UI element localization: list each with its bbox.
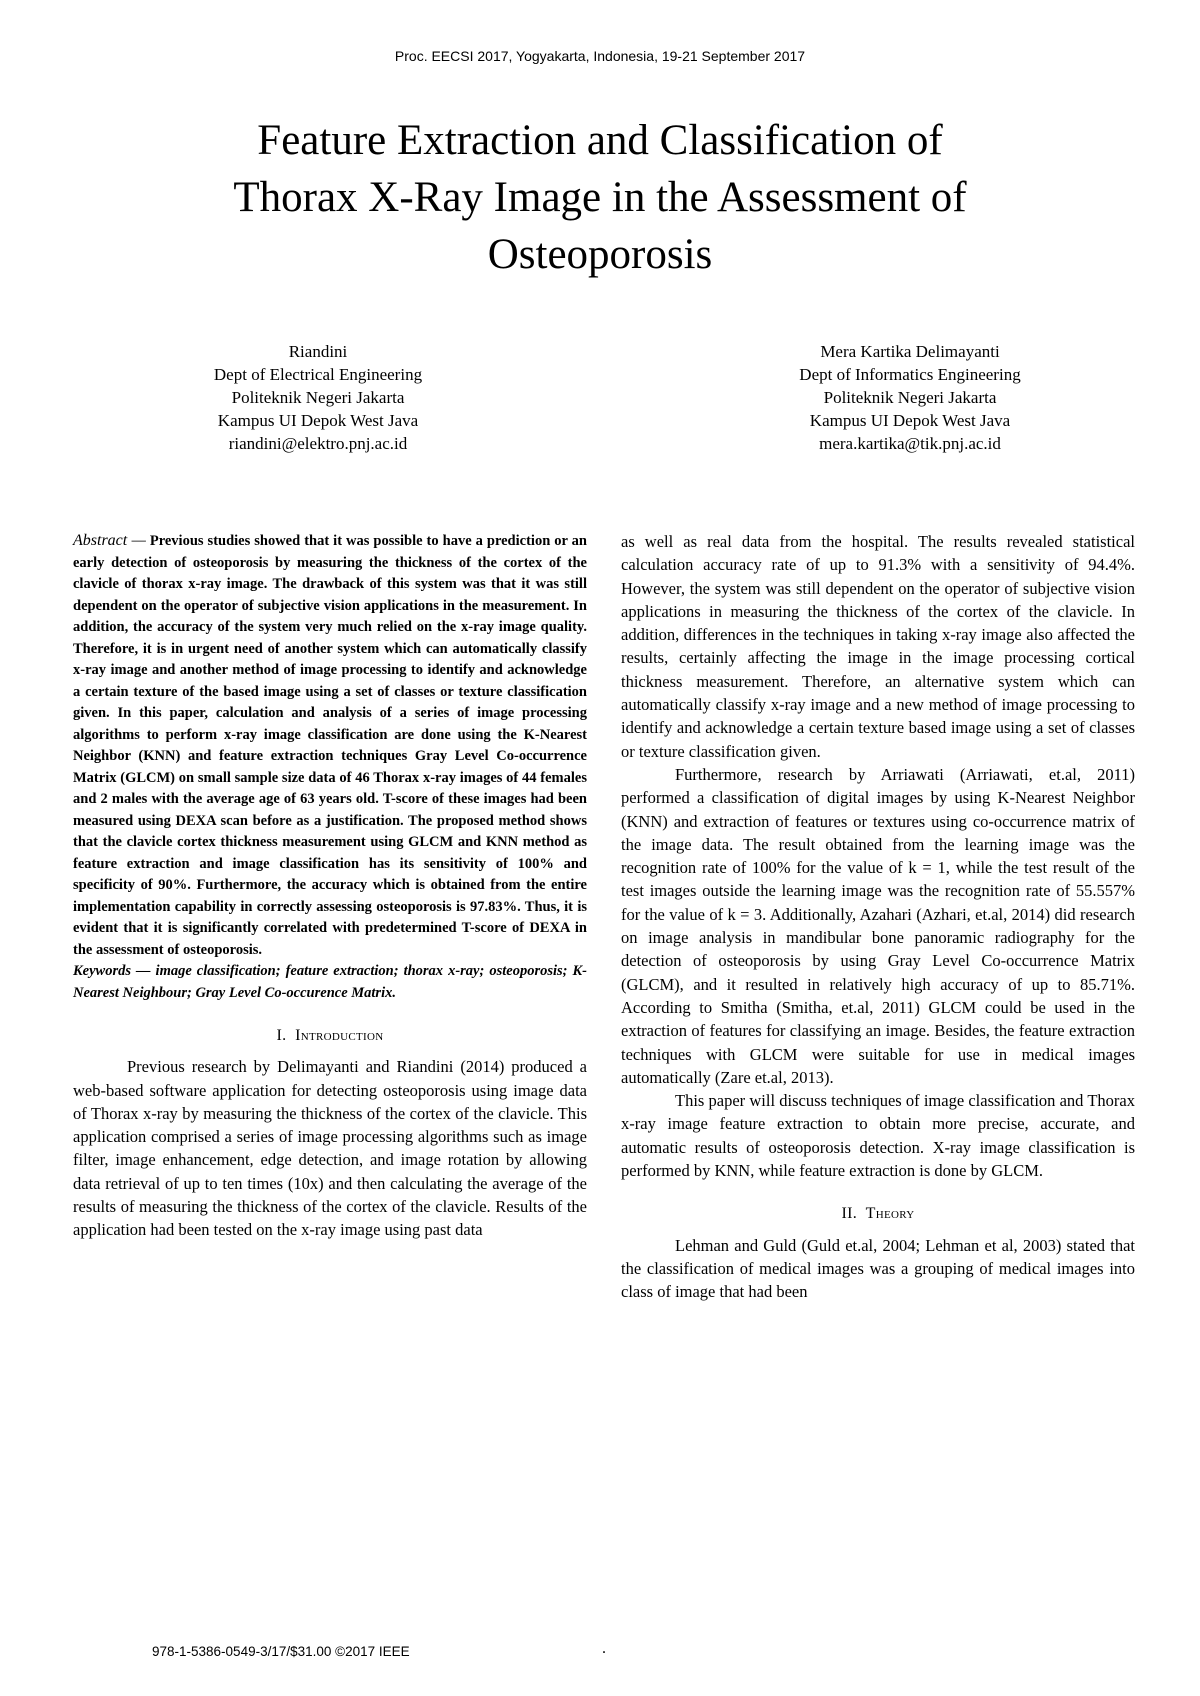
footer-mark: .	[602, 1640, 606, 1657]
section-number: I.	[276, 1027, 287, 1044]
title-line: Feature Extraction and Classification of	[257, 117, 943, 164]
paragraph: Previous research by Delimayanti and Riandini (2014) produced a web-based software application for detecting osteoporosis using image data of Thorax x-ray by measuring the thickness of the cortex of the clavicle. This application comprised a series of image processing algorithms such as image filter, image enhancement, edge detection, and image rotation by allowing data retrieval of up to ten times (10x) and then calculating the average of the results of measuring the thickness of the cortex of the clavicle. Results of the application had been tested on the x-ray image using past data	[73, 1057, 587, 1240]
author-dept: Dept of Informatics Engineering	[799, 365, 1021, 384]
keywords: Keywords — image classification; feature extraction; thorax x-ray; osteoporosis; K-Nearest Neighbour; Gray Level Co-occurence Matrix.	[73, 963, 587, 1001]
author-block-2	[700, 340, 1120, 455]
author-institution: Politeknik Negeri Jakarta	[823, 388, 997, 407]
title-line: Osteoporosis	[487, 231, 713, 278]
section-number: II.	[841, 1205, 858, 1223]
author-dept: Dept of Electrical Engineering	[213, 365, 423, 384]
section-heading-theory	[621, 1202, 1135, 1225]
author-address: Kampus UI Depok West Java	[217, 411, 419, 430]
abstract-text: Previous studies showed that it was possible to have a prediction or an early detection of osteoporosis by measuring the thickness of the cortex of the clavicle of thorax x-ray image. The drawback of this system was that it was still dependent on the operator of subjective vision applications in the measurement. In addition, the accuracy of the system very much relied on the x-ray image quality. Therefore, it is in urgent need of another system which can automatically classify x-ray image and another method of image processing to identify and acknowledge a certain texture of the based image using a set of classes or texture classification given. In this paper, calculation and analysis of a series of image processing algorithms to perform x-ray image classification are done using the K-Nearest Neighbor (KNN) and feature extraction techniques Gray Level Co-occurrence Matrix (GLCM) on small sample size data of 46 Thorax x-ray images of 44 females and 2 males with the average age of 63 years old. T-score of these images had been measured using DEXA scan before as a justification. The proposed method shows that the clavicle cortex thickness measurement using GLCM and KNN method as feature extraction and image classification has its sensitivity of 100% and specificity of 90%. Furthermore, the accuracy which is obtained from the entire implementation capability in correctly assessing osteoporosis is 97.83%. Thus, it is evident that it is significantly correlated with predetermined T-score of DEXA in the assessment of osteoporosis.	[73, 533, 587, 958]
author-name: Riandini	[288, 342, 348, 361]
section-heading-introduction	[73, 1024, 587, 1047]
title-line: Thorax X-Ray Image in the Assessment of	[233, 174, 967, 221]
author-address: Kampus UI Depok West Java	[809, 411, 1011, 430]
paragraph: This paper will discuss techniques of image classification and Thorax x-ray image feature extraction to obtain more precise, accurate, and automatic results of osteoporosis detection. X-ray image classification is performed by KNN, while feature extraction is done by GLCM.	[621, 1091, 1135, 1181]
paper-title	[150, 112, 1050, 283]
author-email[interactable]: mera.kartika@tik.pnj.ac.id	[819, 434, 1001, 453]
left-column	[73, 530, 587, 1242]
author-block-1	[108, 340, 528, 455]
section-title: Theory	[865, 1205, 915, 1223]
proceedings-header: Proc. EECSI 2017, Yogyakarta, Indonesia, 19-21 September 2017	[394, 48, 806, 64]
author-name: Mera Kartika Delimayanti	[820, 342, 1000, 361]
paragraph: as well as real data from the hospital. The results revealed statistical calculation accuracy rate of up to 91.3% with a sensitivity of 94.4%. However, the system was still dependent on the operator of subjective vision applications in measuring the thickness of the cortex of the clavicle. In addition, differences in the techniques in taking x-ray image also affected the results, certainly affecting the image in the image processing cortical thickness measurement. Therefore, an alternative system which can automatically classify x-ray image and a new method of image processing to identify and acknowledge a certain texture based image using a set of classes or texture classification given.	[621, 532, 1135, 761]
abstract	[73, 530, 587, 961]
author-institution: Politeknik Negeri Jakarta	[231, 388, 405, 407]
author-email[interactable]: riandini@elektro.pnj.ac.id	[228, 434, 408, 453]
section-title: Introduction	[295, 1027, 384, 1044]
right-column	[621, 530, 1135, 1304]
copyright-footer: 978-1-5386-0549-3/17/$31.00 ©2017 IEEE	[152, 1644, 410, 1659]
paragraph: Furthermore, research by Arriawati (Arriawati, et.al, 2011) performed a classification of digital images by using K-Nearest Neighbor (KNN) and extraction of features or textures using co-occurrence matrix of the image data. The result obtained from the learning image was the recognition rate of 100% for the value of k = 1, while the test result of the test images outside the learning image was the recognition rate of 55.557% for the value of k = 3. Additionally, Azahari (Azhari, et.al, 2014) did research on image analysis in mandibular bone panoramic radiography for the detection of osteoporosis by using Gray Level Co-occurrence Matrix (GLCM), and it resulted in relatively high accuracy of up to 85.71%. According to Smitha (Smitha, et.al, 2011) GLCM could be used in the extraction of features for classifying an image. Besides, the feature extraction techniques with GLCM were suitable for use in medical images automatically (Zare et.al, 2013).	[621, 764, 1135, 1087]
paragraph: Lehman and Guld (Guld et.al, 2004; Lehman et al, 2003) stated that the classification of medical images was a grouping of medical images into class of image that had been	[621, 1235, 1135, 1302]
abstract-label: Abstract —	[73, 532, 146, 549]
